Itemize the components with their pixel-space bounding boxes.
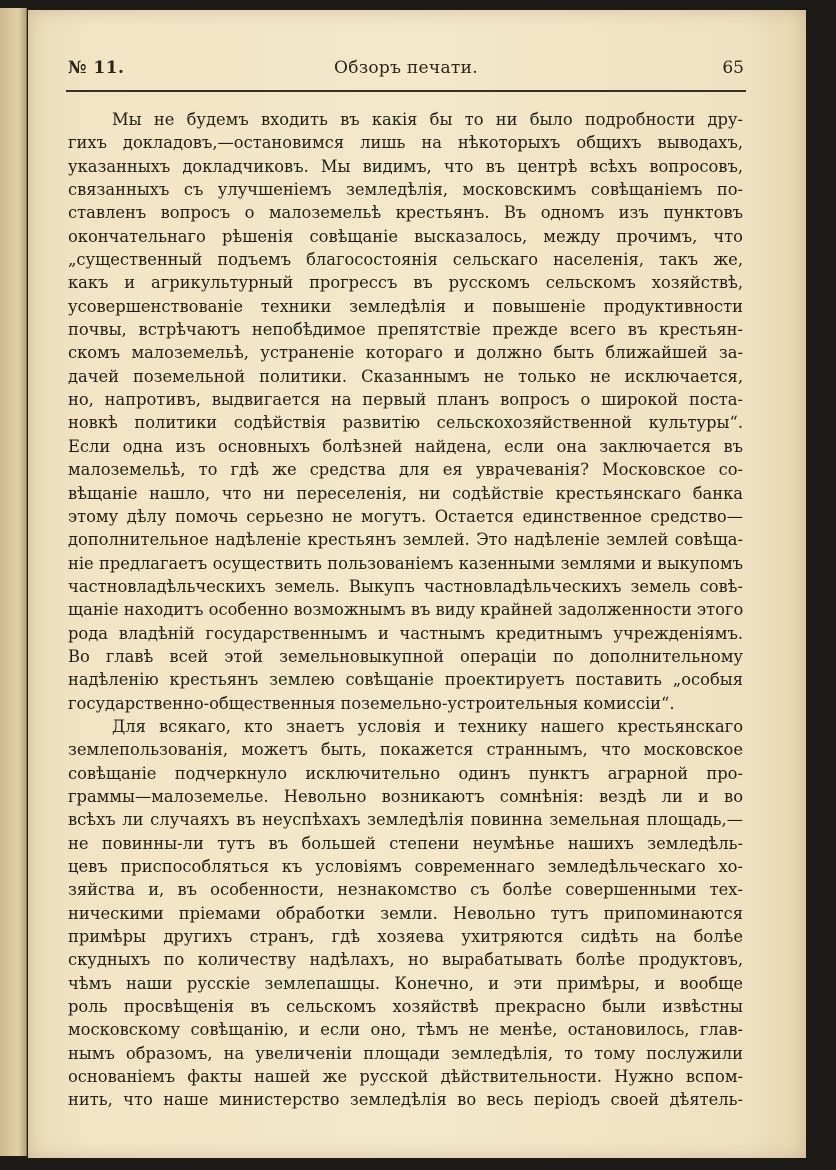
text-line: Мы не будемъ входить въ какія бы то ни было подробности дру- xyxy=(112,110,743,129)
text-line: Во главѣ всей этой земельновыкупной операціи по дополнительному xyxy=(68,646,743,666)
text-line: рода владѣній государственнымъ и частнымъ кредитнымъ учрежденіямъ. xyxy=(68,623,743,643)
text-line: почвы, встрѣчаютъ непобѣдимое препятствіе прежде всего въ крестьян- xyxy=(68,320,743,340)
text-line: малоземельѣ, то гдѣ же средства для ея уврачеванія? Московское со- xyxy=(68,460,743,480)
text-line: роль просвѣщенія въ сельскомъ хозяйствѣ прекрасно были извѣстны xyxy=(68,997,743,1017)
text-line: надѣленію крестьянъ землею совѣщаніе проектируетъ поставить „особыя xyxy=(68,670,743,690)
section-title: Обзоръ печати. xyxy=(334,58,478,78)
text-line: государственно-общественныя поземельно-устроительныя комиссіи“. xyxy=(68,693,675,713)
text-line: указанныхъ докладчиковъ. Мы видимъ, что въ центрѣ всѣхъ вопросовъ, xyxy=(68,156,743,176)
text-line: связанныхъ съ улучшеніемъ земледѣлія, московскимъ совѣщаніемъ по- xyxy=(68,180,743,200)
text-line: Для всякаго, кто знаетъ условія и технику нашего крестьянскаго xyxy=(112,716,743,736)
text-line: основаніемъ факты нашей же русской дѣйствительности. Нужно вспом- xyxy=(68,1067,743,1087)
text-line: какъ и агрикультурный прогрессъ въ русскомъ сельскомъ хозяйствѣ, xyxy=(68,273,743,293)
text-line: чѣмъ наши русскіе землепашцы. Конечно, и эти примѣры, и вообще xyxy=(68,973,743,993)
text-line: усовершенствованіе техники земледѣлія и повышеніе продуктивности xyxy=(68,296,743,316)
text-line: совѣщаніе подчеркнуло исключительно одинъ пунктъ аграрной про- xyxy=(68,763,743,783)
text-line: гихъ докладовъ,—остановимся лишь на нѣкоторыхъ общихъ выводахъ, xyxy=(68,133,743,153)
text-line: скомъ малоземельѣ, устраненіе котораго и должно быть ближайшей за- xyxy=(68,343,743,363)
text-line: нымъ образомъ, на увеличеніи площади земледѣлія, то тому послужили xyxy=(68,1043,743,1063)
text-line: землепользованія, можетъ быть, покажется страннымъ, что московское xyxy=(68,740,743,760)
text-line: московскому совѣщанію, и если оно, тѣмъ не менѣе, остановилось, глав- xyxy=(68,1020,743,1040)
text-line: ніе предлагаетъ осуществить пользованіемъ казенными землями и выкупомъ xyxy=(68,553,743,573)
text-line: скудныхъ по количеству надѣлахъ, но вырабатывать болѣе продуктовъ, xyxy=(68,950,743,970)
issue-number: № 11. xyxy=(68,58,125,78)
article-text xyxy=(68,108,743,1112)
text-line: не повинны-ли тутъ въ большей степени неумѣнье нашихъ земледѣль- xyxy=(68,833,743,853)
text-line: „существенный подъемъ благосостоянія сельскаго населенія, такъ же, xyxy=(68,250,743,270)
text-line: зяйства и, въ особенности, незнакомство съ болѣе совершенными тех- xyxy=(68,880,743,900)
page-number: 65 xyxy=(722,58,744,78)
text-line: щаніе находитъ особенно возможнымъ въ виду крайней задолженности этого xyxy=(68,600,744,620)
text-line: Если одна изъ основныхъ болѣзней найдена, если она заключается въ xyxy=(68,436,743,456)
text-line: дачей поземельной политики. Сказаннымъ не только не исключается, xyxy=(68,366,743,386)
text-line: ническими пріемами обработки земли. Невольно тутъ припоминаются xyxy=(68,903,743,923)
header-rule xyxy=(66,90,746,92)
paragraph xyxy=(68,715,743,1112)
paragraph xyxy=(68,108,743,715)
left-page-edge xyxy=(0,8,27,1156)
text-line: частновладѣльческихъ земель. Выкупъ частновладѣльческихъ земель совѣ- xyxy=(68,576,743,596)
text-line: новкѣ политики содѣйствія развитію сельскохозяйственной культуры“. xyxy=(68,413,743,433)
running-header xyxy=(68,58,744,84)
text-line: вѣщаніе нашло, что ни переселенія, ни содѣйствіе крестьянскаго банка xyxy=(68,483,743,503)
text-line: ставленъ вопросъ о малоземельѣ крестьянъ. Въ одномъ изъ пунктовъ xyxy=(68,203,743,223)
text-line: окончательнаго рѣшенія совѣщаніе высказалось, между прочимъ, что xyxy=(68,226,743,246)
text-line: всѣхъ ли случаяхъ въ неуспѣхахъ земледѣлія повинна земельная площадь,— xyxy=(68,810,743,830)
text-line: граммы—малоземелье. Невольно возникаютъ сомнѣнія: вездѣ ли и во xyxy=(68,786,743,806)
text-line: дополнительное надѣленіе крестьянъ землей. Это надѣленіе землей совѣща- xyxy=(68,530,743,550)
text-line: но, напротивъ, выдвигается на первый планъ вопросъ о широкой поста- xyxy=(68,390,743,410)
book-page xyxy=(28,10,806,1158)
text-line: этому дѣлу помочь серьезно не могутъ. Остается единственное средство— xyxy=(68,506,743,526)
text-line: примѣры другихъ странъ, гдѣ хозяева ухитряются сидѣть на болѣе xyxy=(68,927,743,947)
text-line: цевъ приспособляться къ условіямъ современнаго земледѣльческаго хо- xyxy=(68,857,743,876)
text-line: нить, что наше министерство земледѣлія во весь періодъ своей дѣятель- xyxy=(68,1090,743,1110)
